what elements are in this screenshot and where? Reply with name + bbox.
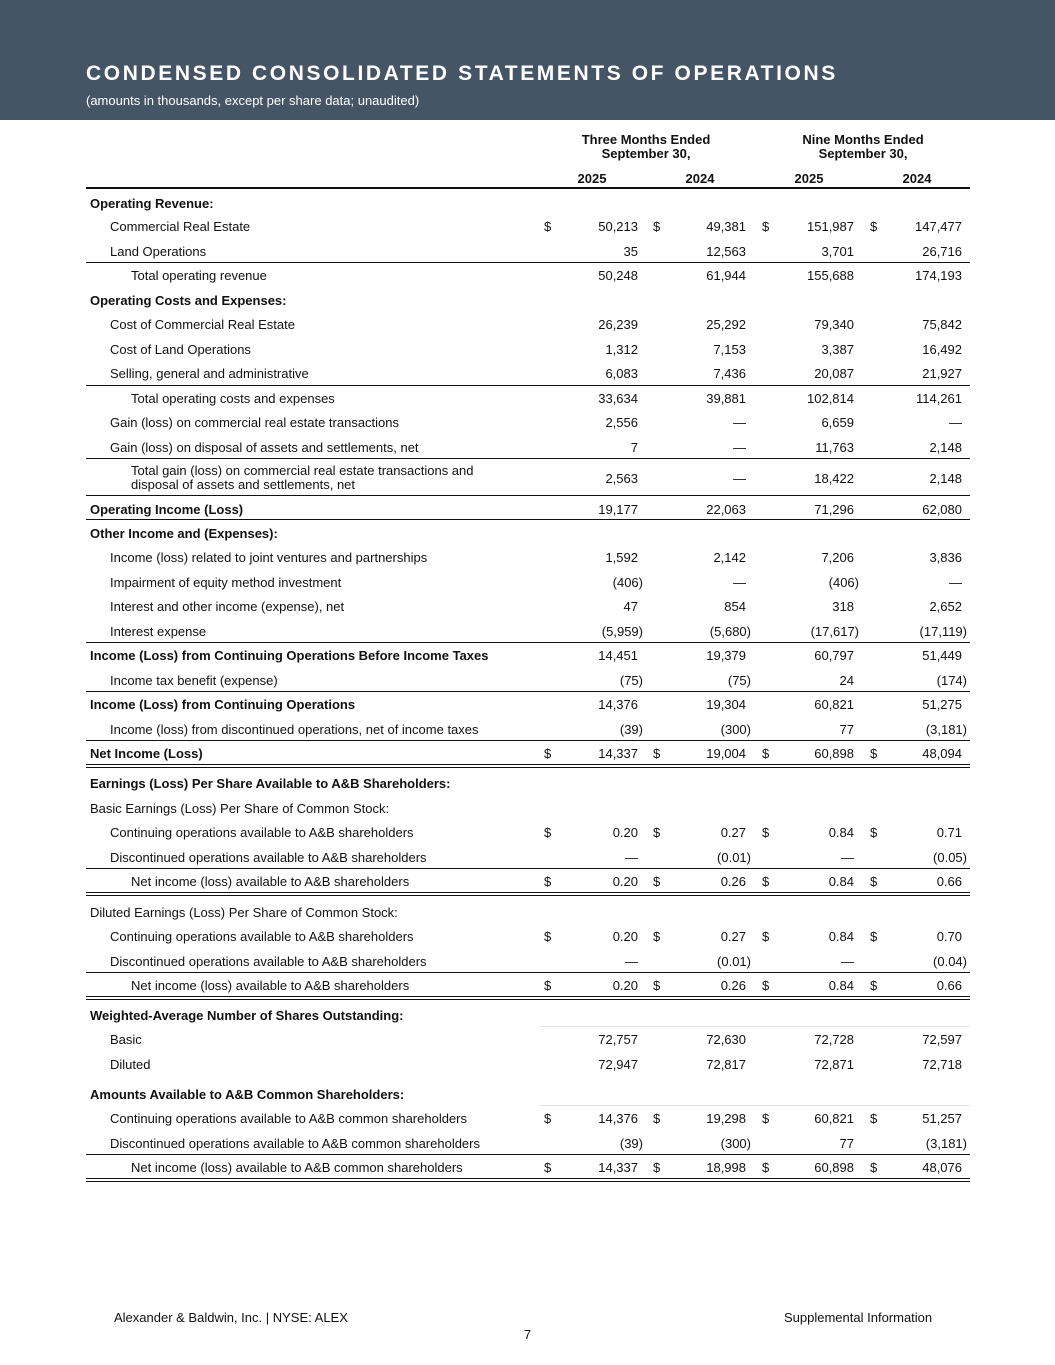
row-label xyxy=(90,801,389,816)
cell-value: 22,063 xyxy=(706,502,746,517)
year-header-q3-2024: 2024 xyxy=(685,171,715,186)
cell-value: — xyxy=(841,850,854,865)
cell-value: 50,213 xyxy=(598,219,638,234)
cell-value: (406) xyxy=(828,575,859,590)
cell-value: 62,080 xyxy=(922,502,962,517)
cell-value: 60,898 xyxy=(814,1160,854,1175)
row-label-text: Continuing operations available to A&B common shareholders xyxy=(110,1111,467,1126)
cell-value: 72,718 xyxy=(922,1057,962,1072)
row-label-text: Selling, general and administrative xyxy=(110,366,309,381)
row-rule xyxy=(86,1154,970,1155)
cell-value: 77 xyxy=(839,1136,854,1151)
dollar-sign: $ xyxy=(870,978,878,993)
dollar-sign: $ xyxy=(870,219,878,234)
row-label-text: Total operating costs and expenses xyxy=(131,391,335,406)
cell-value: 60,821 xyxy=(814,1111,854,1126)
row-label xyxy=(131,391,335,406)
row-label-text: Net Income (Loss) xyxy=(90,746,203,761)
cell-value: 77 xyxy=(839,722,854,737)
row-label-text: Basic Earnings (Loss) Per Share of Common Stock: xyxy=(90,801,390,816)
cell-value: (17,617) xyxy=(810,624,859,639)
dollar-sign: $ xyxy=(544,1160,552,1175)
cell-value: 174,193 xyxy=(915,268,962,283)
cell-value: 60,898 xyxy=(814,746,854,761)
dollar-sign: $ xyxy=(544,978,552,993)
cell-value: 0.84 xyxy=(828,929,854,944)
cell-value: (0.01) xyxy=(717,954,751,969)
row-label-text: Net income (loss) available to A&B common shareholders xyxy=(131,1160,463,1175)
cell-value: 26,716 xyxy=(922,244,962,259)
cell-value: (75) xyxy=(727,673,751,688)
cell-value: 0.27 xyxy=(720,825,746,840)
row-label-text: Continuing operations available to A&B shareholders xyxy=(110,825,414,840)
row-rule xyxy=(86,691,970,692)
cell-value: (39) xyxy=(619,1136,643,1151)
cell-value: 72,728 xyxy=(814,1032,854,1047)
row-label xyxy=(110,575,341,590)
cell-value: 75,842 xyxy=(922,317,962,332)
cell-value: 19,379 xyxy=(706,648,746,663)
cell-value: 1,592 xyxy=(605,550,638,565)
row-label xyxy=(110,415,399,430)
row-label-text: Operating Costs and Expenses: xyxy=(90,293,287,308)
cell-value: 0.84 xyxy=(828,874,854,889)
header-banner xyxy=(0,0,1055,120)
row-label-text: Amounts Available to A&B Common Shareholders: xyxy=(90,1087,405,1102)
row-rule xyxy=(86,519,970,520)
row-rule xyxy=(86,458,970,459)
cell-value: 0.66 xyxy=(936,874,962,889)
cell-value: (17,119) xyxy=(919,624,967,639)
cell-value: 25,292 xyxy=(706,317,746,332)
cell-value: (3,181) xyxy=(925,1136,967,1151)
row-label-text: Commercial Real Estate xyxy=(110,219,251,234)
cell-value: 61,944 xyxy=(706,268,746,283)
row-label-text: Income (Loss) from Continuing Operations Before Income Taxes xyxy=(90,648,489,663)
page-title: CONDENSED CONSOLIDATED STATEMENTS OF OPERATIONS xyxy=(86,62,838,85)
cell-value: (3,181) xyxy=(925,722,967,737)
double-rule xyxy=(86,1178,970,1182)
row-label-text: Cost of Land Operations xyxy=(110,342,251,357)
row-label-text: Weighted-Average Number of Shares Outstanding: xyxy=(90,1008,404,1023)
row-label xyxy=(131,464,474,492)
three-months-line2: September 30, xyxy=(601,146,691,161)
row-label xyxy=(110,342,251,357)
row-label-text: Income (loss) from discontinued operations, net of income taxes xyxy=(110,722,479,737)
cell-value: 14,337 xyxy=(598,746,638,761)
cell-value: 12,563 xyxy=(706,244,746,259)
cell-value: 11,763 xyxy=(815,440,854,455)
cell-value: — xyxy=(841,954,854,969)
cell-value: 19,298 xyxy=(706,1111,746,1126)
nine-months-line2: September 30, xyxy=(818,146,908,161)
dollar-sign: $ xyxy=(870,1111,878,1126)
cell-value: 72,817 xyxy=(706,1057,746,1072)
dollar-sign: $ xyxy=(870,746,878,761)
cell-value: 19,177 xyxy=(598,502,638,517)
cell-value: — xyxy=(733,471,746,486)
cell-value: 14,451 xyxy=(598,648,638,663)
row-label-text-line2: disposal of assets and settlements, net xyxy=(131,477,356,492)
cell-value: 33,634 xyxy=(598,391,638,406)
dollar-sign: $ xyxy=(870,825,878,840)
dollar-sign: $ xyxy=(653,978,661,993)
row-label xyxy=(90,746,203,761)
row-label-text: Other Income and (Expenses): xyxy=(90,526,278,541)
dollar-sign: $ xyxy=(762,874,770,889)
cell-value: 155,688 xyxy=(807,268,854,283)
cell-value: 50,248 xyxy=(598,268,638,283)
dollar-sign: $ xyxy=(870,1160,878,1175)
cell-value: 0.20 xyxy=(612,929,638,944)
row-rule xyxy=(86,642,970,643)
dollar-sign: $ xyxy=(653,1160,661,1175)
cell-value: 19,004 xyxy=(706,746,746,761)
cell-value: 2,563 xyxy=(605,471,638,486)
row-label-text: Earnings (Loss) Per Share Available to A&B Shareholders: xyxy=(90,776,451,791)
row-label xyxy=(90,196,214,211)
cell-value: 1,312 xyxy=(605,342,638,357)
dollar-sign: $ xyxy=(762,219,770,234)
cell-value: 20,087 xyxy=(814,366,854,381)
dollar-sign: $ xyxy=(544,746,552,761)
double-rule xyxy=(86,764,970,768)
row-label xyxy=(131,874,409,889)
cell-value: — xyxy=(733,440,746,455)
row-label-text: Diluted Earnings (Loss) Per Share of Common Stock: xyxy=(90,905,398,920)
cell-value: 0.20 xyxy=(612,825,638,840)
year-header-ytd-2025: 2025 xyxy=(794,171,824,186)
dollar-sign: $ xyxy=(653,825,661,840)
row-label xyxy=(131,978,409,993)
cell-value: 48,094 xyxy=(922,746,962,761)
row-label-text: Cost of Commercial Real Estate xyxy=(110,317,295,332)
cell-value: 51,449 xyxy=(922,648,962,663)
dollar-sign: $ xyxy=(653,929,661,944)
row-label xyxy=(110,440,419,455)
cell-value: 7,206 xyxy=(821,550,854,565)
cell-value: — xyxy=(625,850,638,865)
row-label xyxy=(110,722,479,737)
dollar-sign: $ xyxy=(653,874,661,889)
cell-value: 71,296 xyxy=(814,502,854,517)
cell-value: 26,239 xyxy=(598,317,638,332)
dollar-sign: $ xyxy=(653,746,661,761)
cell-value: 2,556 xyxy=(605,415,638,430)
cell-value: 7,153 xyxy=(713,342,746,357)
cell-value: 7,436 xyxy=(713,366,746,381)
row-label-text: Gain (loss) on commercial real estate transactions xyxy=(110,415,400,430)
cell-value: 19,304 xyxy=(706,697,746,712)
row-label xyxy=(131,1160,463,1175)
cell-value: 2,142 xyxy=(713,550,746,565)
dollar-sign: $ xyxy=(653,219,661,234)
row-label xyxy=(131,268,267,283)
row-label-text: Impairment of equity method investment xyxy=(110,575,342,590)
cell-value: (39) xyxy=(619,722,643,737)
cell-value: 21,927 xyxy=(922,366,962,381)
dollar-sign: $ xyxy=(544,825,552,840)
row-label xyxy=(110,599,344,614)
cell-value: 0.20 xyxy=(612,978,638,993)
cell-value: 47 xyxy=(623,599,638,614)
year-header-q3-2025: 2025 xyxy=(577,171,607,186)
row-label xyxy=(90,905,398,920)
cell-value: (300) xyxy=(720,722,751,737)
cell-value: 0.20 xyxy=(612,874,638,889)
cell-value: 24 xyxy=(839,673,854,688)
cell-value: 51,275 xyxy=(922,697,962,712)
row-label xyxy=(110,825,414,840)
cell-value: 7 xyxy=(630,440,638,455)
row-label-text: Operating Revenue: xyxy=(90,196,214,211)
cell-value: 3,387 xyxy=(821,342,854,357)
cell-value: 0.26 xyxy=(720,874,746,889)
row-rule xyxy=(86,740,970,741)
cell-value: 6,083 xyxy=(605,366,638,381)
cell-value: (0.01) xyxy=(717,850,751,865)
double-rule xyxy=(86,892,970,896)
cell-value: 48,076 xyxy=(922,1160,962,1175)
dollar-sign: $ xyxy=(653,1111,661,1126)
row-label-text: Basic xyxy=(110,1032,142,1047)
row-label xyxy=(90,697,355,712)
cell-value: 60,821 xyxy=(814,697,854,712)
row-label-text: Net income (loss) available to A&B shareholders xyxy=(131,874,410,889)
row-rule xyxy=(540,1105,970,1106)
row-label-text: Discontinued operations available to A&B shareholders xyxy=(110,954,427,969)
cell-value: 72,757 xyxy=(598,1032,638,1047)
cell-value: (300) xyxy=(720,1136,751,1151)
row-label xyxy=(110,673,278,688)
cell-value: — xyxy=(949,415,962,430)
dollar-sign: $ xyxy=(870,874,878,889)
double-rule xyxy=(86,996,970,1000)
header-rule xyxy=(86,187,970,189)
cell-value: 18,998 xyxy=(706,1160,746,1175)
row-label xyxy=(110,954,427,969)
row-label xyxy=(90,776,450,791)
cell-value: 39,881 xyxy=(706,391,746,406)
three-months-header xyxy=(566,133,726,161)
footer-section: Supplemental Information xyxy=(784,1310,933,1325)
row-label xyxy=(110,317,295,332)
dollar-sign: $ xyxy=(762,825,770,840)
cell-value: 14,376 xyxy=(598,1111,638,1126)
cell-value: 3,836 xyxy=(929,550,962,565)
year-header-ytd-2024: 2024 xyxy=(902,171,932,186)
row-rule xyxy=(86,262,970,263)
row-label xyxy=(110,1032,142,1047)
row-label xyxy=(90,293,287,308)
dollar-sign: $ xyxy=(870,929,878,944)
row-label-text: Interest expense xyxy=(110,624,207,639)
cell-value: 2,652 xyxy=(929,599,962,614)
row-label xyxy=(110,219,250,234)
row-label-text: Total gain (loss) on commercial real estate transactions and xyxy=(131,463,474,478)
footer-company: Alexander & Baldwin, Inc. | NYSE: ALEX xyxy=(114,1310,348,1325)
row-label-text: Total operating revenue xyxy=(131,268,267,283)
row-label-text: Interest and other income (expense), net xyxy=(110,599,345,614)
row-label xyxy=(110,1057,150,1072)
row-label xyxy=(110,550,427,565)
cell-value: (174) xyxy=(936,673,967,688)
cell-value: 854 xyxy=(724,599,746,614)
three-months-line1: Three Months Ended xyxy=(581,132,711,147)
cell-value: — xyxy=(733,575,746,590)
row-rule xyxy=(86,868,970,869)
cell-value: 14,337 xyxy=(598,1160,638,1175)
cell-value: 0.70 xyxy=(936,929,962,944)
cell-value: 79,340 xyxy=(814,317,854,332)
row-label xyxy=(110,624,206,639)
row-label-text: Gain (loss) on disposal of assets and settlements, net xyxy=(110,440,419,455)
row-label-text: Discontinued operations available to A&B common shareholders xyxy=(110,1136,480,1151)
row-label-text: Net income (loss) available to A&B shareholders xyxy=(131,978,410,993)
cell-value: 114,261 xyxy=(915,391,962,406)
dollar-sign: $ xyxy=(762,978,770,993)
row-label xyxy=(110,1136,480,1151)
row-label-text: Income tax benefit (expense) xyxy=(110,673,278,688)
row-label-text: Discontinued operations available to A&B shareholders xyxy=(110,850,427,865)
cell-value: 72,871 xyxy=(814,1057,854,1072)
cell-value: 35 xyxy=(623,244,638,259)
cell-value: 60,797 xyxy=(814,648,854,663)
cell-value: 2,148 xyxy=(929,440,962,455)
cell-value: 3,701 xyxy=(821,244,854,259)
cell-value: 0.26 xyxy=(720,978,746,993)
cell-value: — xyxy=(733,415,746,430)
row-label-text: Income (loss) related to joint ventures and partnerships xyxy=(110,550,428,565)
row-label xyxy=(110,1111,467,1126)
cell-value: 0.71 xyxy=(936,825,962,840)
row-label xyxy=(90,648,488,663)
nine-months-line1: Nine Months Ended xyxy=(802,132,924,147)
page-number: 7 xyxy=(523,1327,532,1342)
cell-value: (5,959) xyxy=(601,624,643,639)
cell-value: (75) xyxy=(619,673,643,688)
row-label-text: Land Operations xyxy=(110,244,207,259)
cell-value: 6,659 xyxy=(821,415,854,430)
cell-value: 18,422 xyxy=(814,471,854,486)
row-rule xyxy=(540,1026,970,1027)
row-label xyxy=(90,526,278,541)
cell-value: 2,148 xyxy=(929,471,962,486)
dollar-sign: $ xyxy=(762,929,770,944)
row-label xyxy=(90,1087,404,1102)
row-label xyxy=(110,929,414,944)
cell-value: 14,376 xyxy=(598,697,638,712)
cell-value: — xyxy=(625,954,638,969)
cell-value: 0.66 xyxy=(936,978,962,993)
row-label xyxy=(90,502,243,517)
row-rule xyxy=(86,385,970,386)
nine-months-header xyxy=(783,133,943,161)
cell-value: (5,680) xyxy=(709,624,751,639)
row-label xyxy=(110,850,427,865)
cell-value: 102,814 xyxy=(807,391,854,406)
cell-value: (0.04) xyxy=(933,954,967,969)
cell-value: 16,492 xyxy=(922,342,962,357)
dollar-sign: $ xyxy=(762,746,770,761)
cell-value: 0.27 xyxy=(720,929,746,944)
row-label xyxy=(110,366,309,381)
dollar-sign: $ xyxy=(544,874,552,889)
cell-value: 49,381 xyxy=(706,219,746,234)
row-label-text: Diluted xyxy=(110,1057,151,1072)
cell-value: 0.84 xyxy=(828,978,854,993)
row-label xyxy=(90,1008,404,1023)
cell-value: 72,597 xyxy=(922,1032,962,1047)
row-label xyxy=(110,244,206,259)
dollar-sign: $ xyxy=(544,1111,552,1126)
row-rule xyxy=(86,495,970,496)
row-rule xyxy=(86,972,970,973)
row-label-text: Continuing operations available to A&B shareholders xyxy=(110,929,414,944)
dollar-sign: $ xyxy=(544,219,552,234)
cell-value: (406) xyxy=(612,575,643,590)
cell-value: (0.05) xyxy=(933,850,967,865)
dollar-sign: $ xyxy=(544,929,552,944)
cell-value: 147,477 xyxy=(915,219,962,234)
cell-value: 72,630 xyxy=(706,1032,746,1047)
dollar-sign: $ xyxy=(762,1160,770,1175)
dollar-sign: $ xyxy=(762,1111,770,1126)
cell-value: 51,257 xyxy=(922,1111,962,1126)
cell-value: 0.84 xyxy=(828,825,854,840)
row-label-text: Operating Income (Loss) xyxy=(90,502,244,517)
cell-value: 72,947 xyxy=(598,1057,638,1072)
row-label-text: Income (Loss) from Continuing Operations xyxy=(90,697,356,712)
cell-value: — xyxy=(949,575,962,590)
cell-value: 151,987 xyxy=(807,219,854,234)
cell-value: 318 xyxy=(832,599,854,614)
page-subtitle: (amounts in thousands, except per share data; unaudited) xyxy=(86,93,420,108)
